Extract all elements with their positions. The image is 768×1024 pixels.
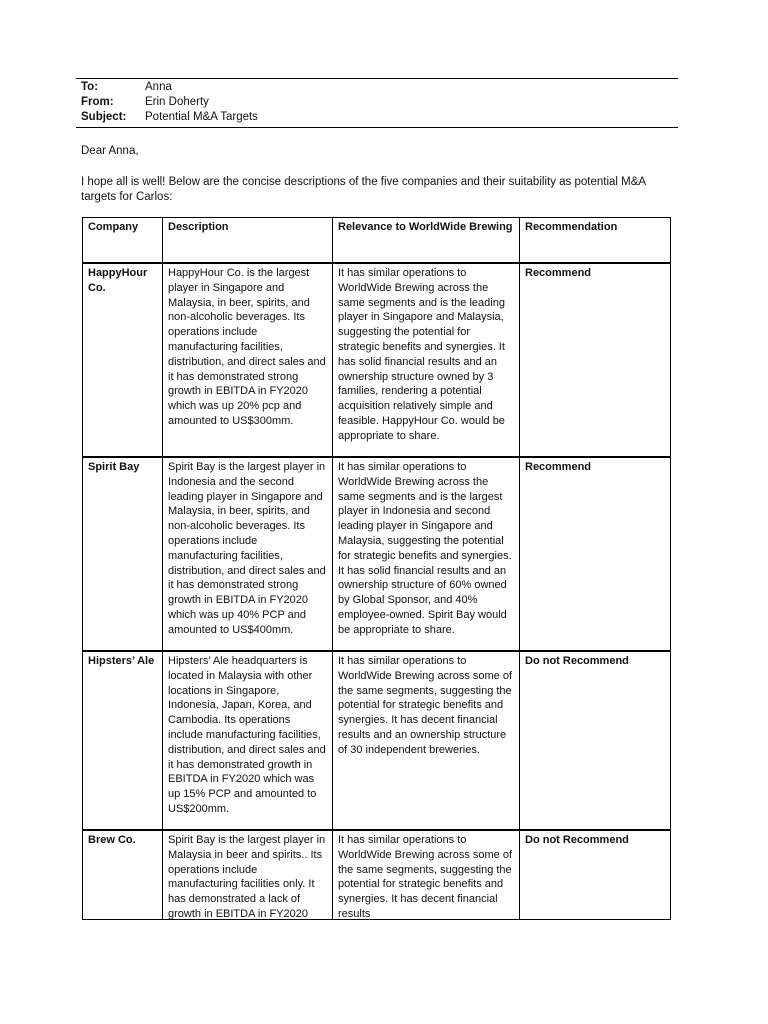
header-description: Description [163, 218, 333, 264]
top-rule [76, 78, 678, 79]
company-cell: Spirit Bay [83, 457, 163, 651]
description-text: Spirit Bay is the largest player in Malaysia in beer and spirits.. Its operations include manufacturing facilities only. It has demonstrated a lack of growth in EBITDA in FY2020 [168, 834, 326, 919]
memo-to-line [81, 80, 172, 95]
company-cell: Hipsters’ Ale [83, 651, 163, 830]
from-value: Erin Doherty [145, 96, 209, 108]
relevance-cell: It has similar operations to WorldWide Brewing across the same segments and is the leading player in Singapore and Malaysia, suggesting the potential for strategic benefits and synergies. It has solid financial results and an ownership structure owned by 3 families, rendering a potential acquisition relatively simple and feasible. HappyHour Co. would be appropriate to share. [333, 263, 520, 457]
relevance-cell: It has similar operations to WorldWide Brewing across the same segments and is the largest player in Indonesia and second leading player in Singapore and Malaysia, suggesting the potential for strategic benefits and synergies. It has solid financial results and an ownership structure of 60% owned by Global Sponsor, and 40% employee-owned. Spirit Bay would be appropriate to share. [333, 457, 520, 651]
description-cell: Hipsters’ Ale headquarters is located in Malaysia with other locations in Singapore, Indonesia, Japan, Korea, and Cambodia. Its operations include manufacturing facilities, distribution, and direct sales and it has demonstrated growth in EBITDA in FY2020 which was up 15% PCP and amounted to US$200mm. [163, 651, 333, 830]
relevance-cell [333, 830, 520, 920]
relevance-text: It has similar operations to WorldWide Brewing across some of the same segments, suggesting the potential for strategic benefits and synergies. It has decent financial results [338, 834, 513, 919]
to-value: Anna [145, 81, 172, 93]
subject-value: Potential M&A Targets [145, 111, 258, 123]
table-row [83, 830, 671, 920]
recommendation-cell: Recommend [520, 457, 671, 651]
table-header-row [83, 218, 671, 264]
recommendation-cell: Do not Recommend [520, 651, 671, 830]
header-company: Company [83, 218, 163, 264]
company-cell: Brew Co. [83, 830, 163, 920]
table-row [83, 457, 671, 651]
description-cell: Spirit Bay is the largest player in Indonesia and the second leading player in Singapore and Malaysia, in beer, spirits, and non-alcoholic beverages. Its operations include manufacturing facilities, distribution, and direct sales and it has demonstrated strong growth in EBITDA in FY2020 which was up 40% PCP and amounted to US$400mm. [163, 457, 333, 651]
greeting: Dear Anna, [81, 145, 139, 157]
company-cell: HappyHour Co. [83, 263, 163, 457]
table-row [83, 263, 671, 457]
description-cell: HappyHour Co. is the largest player in Singapore and Malaysia, in beer, spirits, and non-alcoholic beverages. Its operations include manufacturing facilities, distribution, and direct sales and it has demonstrated strong growth in EBITDA in FY2020 which was up 20% pcp and amounted to US$300mm. [163, 263, 333, 457]
header-bottom-rule [76, 127, 678, 128]
recommendation-cell: Recommend [520, 263, 671, 457]
header-recommendation: Recommendation [520, 218, 671, 264]
description-cell [163, 830, 333, 920]
relevance-cell: It has similar operations to WorldWide Brewing across some of the same segments, suggesting the potential for strategic benefits and synergies. It has decent financial results and an ownership structure of 30 independent breweries. [333, 651, 520, 830]
from-label: From: [81, 96, 114, 108]
memo-from-line [81, 95, 209, 110]
recommendation-cell: Do not Recommend [520, 830, 671, 920]
header-relevance: Relevance to WorldWide Brewing [333, 218, 520, 264]
subject-label: Subject: [81, 111, 127, 123]
to-label: To: [81, 81, 99, 93]
memo-subject-line [81, 110, 258, 125]
targets-table [82, 217, 671, 920]
intro-paragraph: I hope all is well! Below are the concise descriptions of the five companies and their suitability as potential M&A targets for Carlos: [81, 176, 646, 203]
table-row [83, 651, 671, 830]
